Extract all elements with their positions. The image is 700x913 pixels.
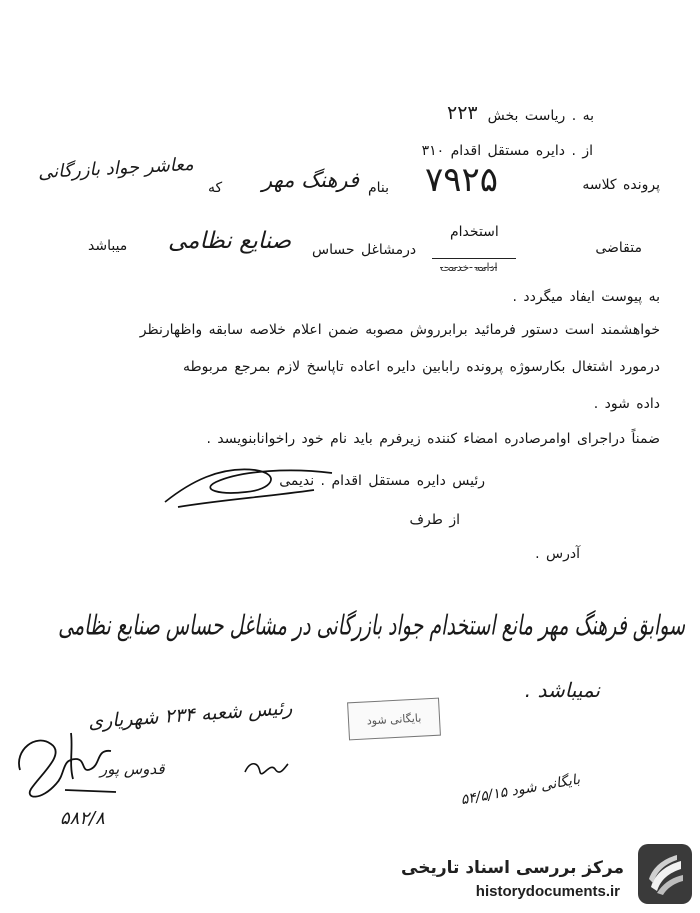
applicant-label: متقاضی [595,240,642,256]
reference-number: ۵۸۲/۸ [60,808,105,829]
address-label: آدرس . [535,546,580,562]
note-line: ضمناً دراجرای اوامرصادره امضاء کننده زیرفرم باید نام خود راخوانابنویسد . [206,431,660,447]
subject-name: فرهنگ مهر [262,168,360,192]
relation-label: که [208,180,223,196]
stamp-text: بایگانی شود [366,711,422,727]
request-line-2: درمورد اشتغال بکارسوژه پرونده رابابین دایره اعاده تاپاسخ لازم بمرجع مربوطه [182,359,660,375]
reply-name: قدوس پور [100,760,165,778]
suffix-text: میباشد [88,238,128,254]
option-struck: ادامه خدمت [440,261,498,274]
file-number: ۷۹۲۵ [425,160,499,200]
archive-stamp [347,698,441,741]
sender-line: از . دایره مستقل اقدام ۳۱۰ [421,143,593,159]
signer-title: رئیس دایره مستقل اقدام . ندیمی [279,473,485,489]
reply-signer: رئیس شعبه ۲۳۴ شهریاری [87,696,293,734]
watermark-site: historydocuments.ir [475,883,620,900]
recipient-line [447,102,594,124]
recipient-number: ۲۲۳ [446,102,478,124]
enclosure-line: به پیوست ایفاد میگردد . [512,289,660,305]
initials-signature [240,756,290,784]
request-line-1: خواهشمند است دستور فرمائید برابرروش مصوبه ضمن اعلام خلاصه سابقه واظهارنظر [139,322,660,338]
reply-line-1: سوابق فرهنگ مهر مانع استخدام جواد بازرگانی در مشاغل حساس صنایع نظامی [58,610,685,642]
name-label: بنام [368,180,390,196]
request-line-3: داده شود . [593,396,660,412]
signature-scribble [160,460,340,512]
field-value: صنایع نظامی [168,228,292,254]
relation-value: معاشر جواد بازرگانی [37,153,195,184]
on-behalf-label: از طرف [409,512,460,528]
archive-note: بایگانی شود ۵۴/۵/۱۵ [459,771,582,809]
field-label: درمشاغل حساس [312,242,417,258]
recipient-text: به . ریاست بخش [487,108,594,124]
option-divider [432,258,516,259]
watermark-org: مرکز بررسی اسناد تاریخی [401,858,624,878]
book-icon [637,843,693,905]
option-selected: استخدام [450,224,499,240]
reply-line-2: نمیباشد . [524,678,600,702]
file-label: پرونده کلاسه [582,177,660,193]
